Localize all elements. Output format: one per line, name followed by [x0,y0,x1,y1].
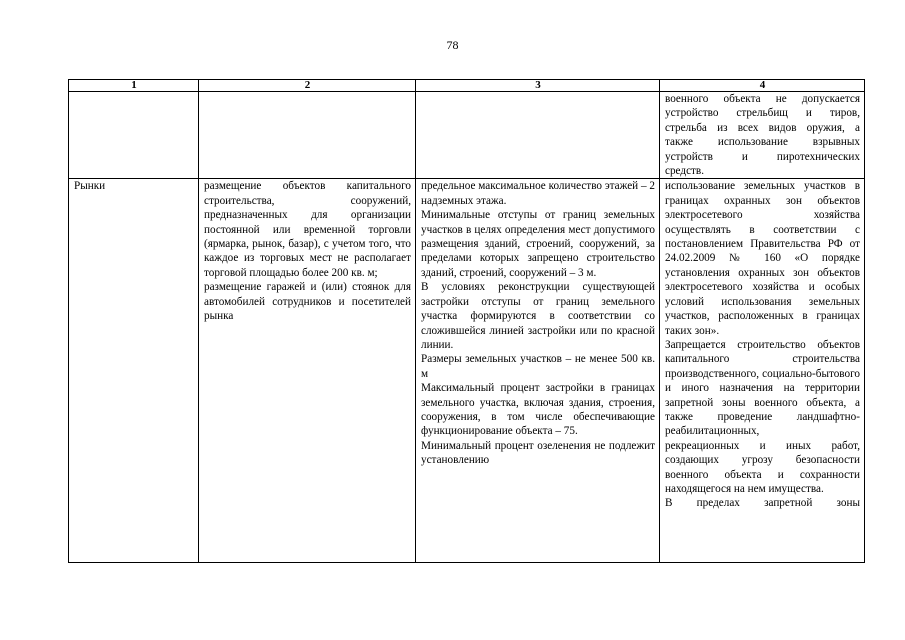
paragraph: В пределах запретной зоны [665,497,860,510]
paragraph: Размеры земельных участков – не менее 500 кв. м [421,353,655,380]
text-line: военного объекта не допускается [665,93,860,105]
paragraph: использование земельных участков в границах охранных зон объектов электросетевого хозяйства осуществлять в соответствии с постановлением Правительства РФ от 24.02.2009 № 160 «О порядке установления охранных зон объектов электросетевого хозяйства и особых условий использования земельных участков, расположенных в границах таких зон». [665,180,860,337]
paragraph: Максимальный процент застройки в границах земельного участка, включая здания, строения, сооружения, в том числе обеспечивающие функционирование объекта – 75. [421,382,655,438]
parameters-cell [416,179,660,563]
regulations-table [68,79,865,563]
restrictions-cell [660,179,865,563]
paragraph: Минимальные отступы от границ земельных участков в целях определения мест допустимого размещения зданий, строений, сооружений, за пределами которых запрещено строительство зданий, строений, сооружений – 3 м. [421,209,655,279]
text-line: стрельба из всех видов оружия, а [665,121,860,134]
paragraph: Минимальный процент озеленения не подлежит установлению [421,439,655,467]
table-cell [69,92,199,179]
paragraph: размещение объектов капитального строительства, сооружений, предназначенных для организации постоянной или временной торговли (ярмарка, рынок, базар), с учетом того, что каждое из торговых мест не располагает торговой площадью более 200 кв. м; [204,180,411,279]
text-line: также использование взрывных [665,136,860,149]
text-line: устройств и пиротехнических [665,150,860,163]
permitted-use-cell [199,179,416,563]
land-use-name-cell: Рынки [69,179,199,563]
table-row [69,92,865,179]
paragraph: В условиях реконструкции существующей застройки отступы от границ земельного участка формируются в соответствии со сложившейся линией застройки или по красной линии. [421,281,655,351]
paragraph: рекреационных и иных работ, создающих угрозу безопасности военного объекта и сохранности находящегося на нем имущества. [665,439,860,495]
header-col-1: 1 [69,80,199,92]
table-cell [416,92,660,179]
military-zone-continuation-cell [660,92,865,179]
header-col-3: 3 [416,80,660,92]
header-col-4: 4 [660,80,865,92]
paragraph: Запрещается строительство объектов капитального строительства производственного, социально-бытового и иного назначения на территории запретной зоны военного объекта, а также проведение ландшафтно-реабилитационных, [665,338,860,438]
table-row [69,179,865,563]
page-number: 78 [446,38,459,52]
text-line: устройство стрельбищ и тиров, [665,107,860,120]
text-line: средств. [665,165,705,178]
paragraph: предельное максимальное количество этажей – 2 надземных этажа. [421,180,655,207]
table-cell [199,92,416,179]
paragraph: размещение гаражей и (или) стоянок для автомобилей сотрудников и посетителей рынка [204,281,411,323]
header-row [69,80,865,92]
header-col-2: 2 [199,80,416,92]
